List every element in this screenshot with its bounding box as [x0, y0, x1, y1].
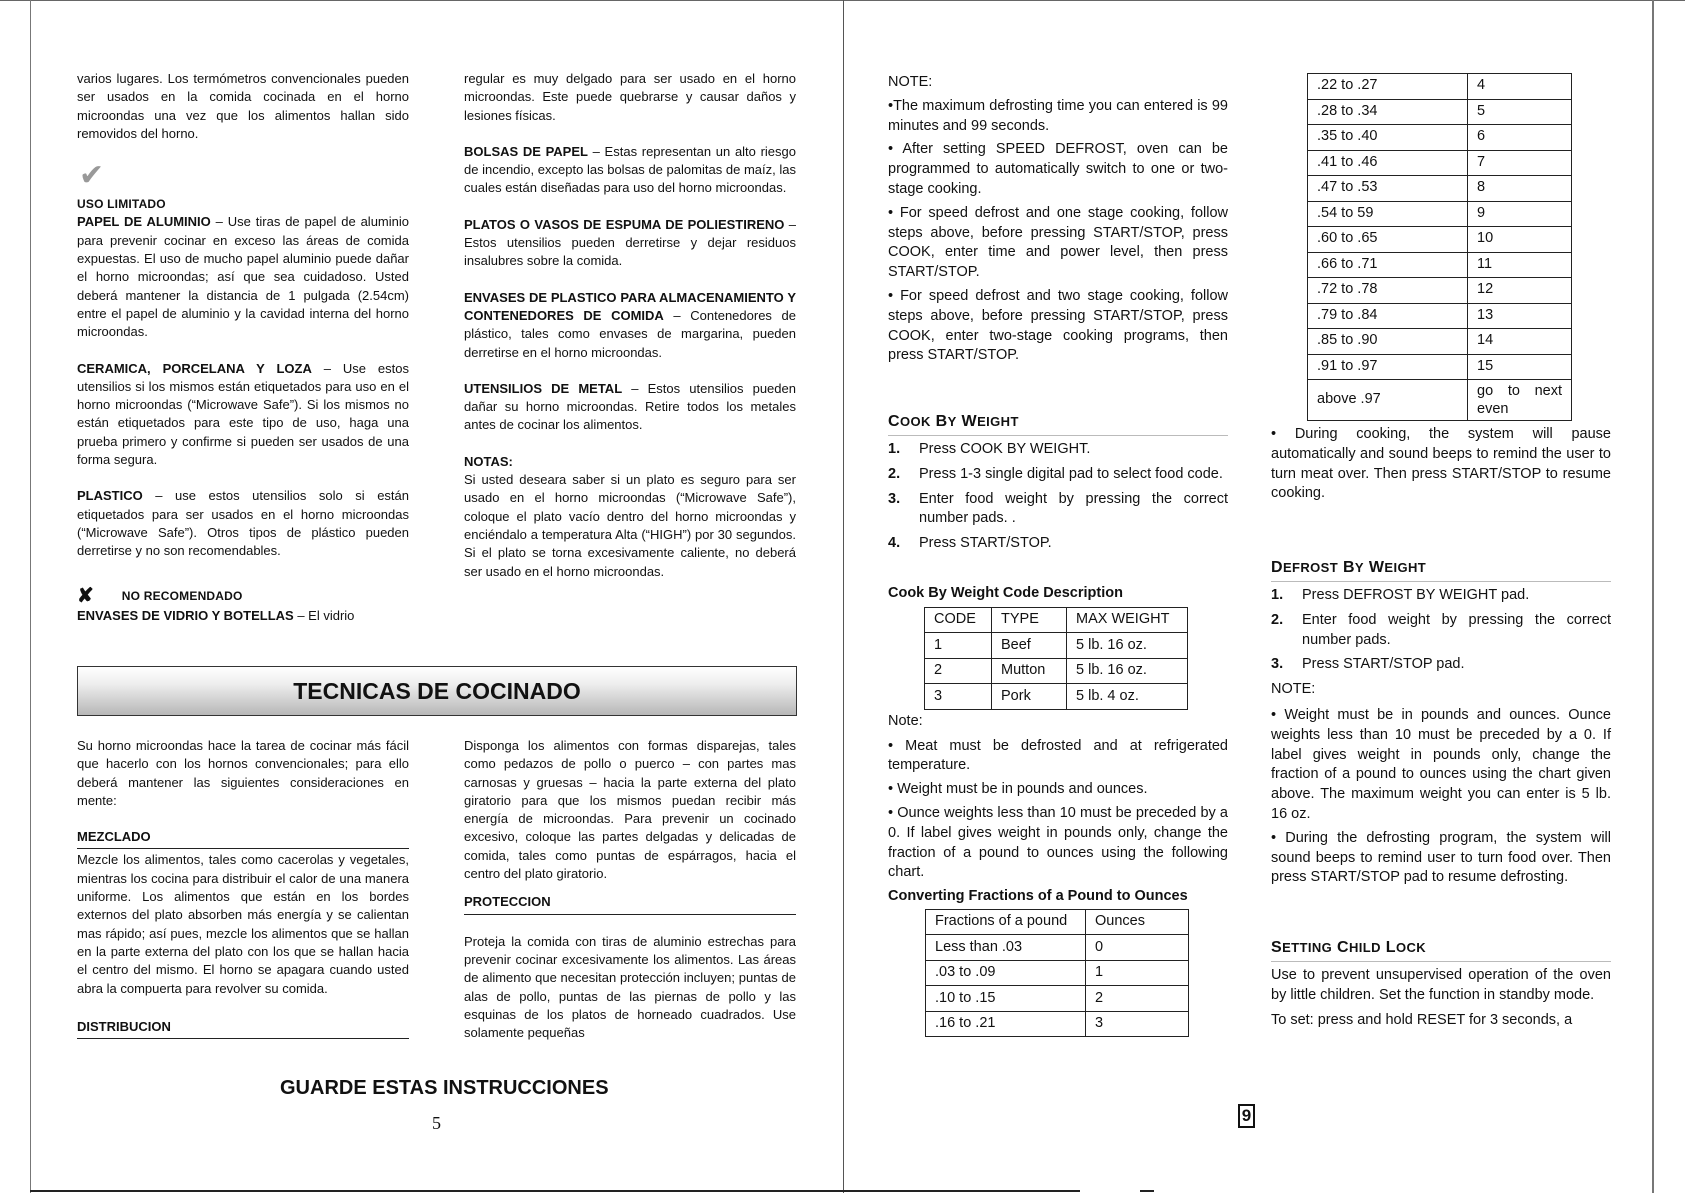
table-cell: .35 to .40 [1308, 125, 1468, 151]
child-lock-heading: SETTING CHILD LOCK [1271, 938, 1611, 962]
page-number-left: 5 [432, 1113, 441, 1133]
table-header-cell: CODE [925, 607, 992, 633]
table-cell: .91 to .97 [1308, 354, 1468, 380]
table-cell: 2 [1086, 986, 1189, 1012]
table-cell: .54 to 59 [1308, 201, 1468, 227]
table-cell: 10 [1468, 227, 1572, 253]
envases-plastico-paragraph: ENVASES DE PLASTICO PARA ALMACENAMIENTO Y CONTENEDORES DE COMIDA – Contenedores de plástico, tales como envases de margarina, pueden derretirse en el horno microondas. [464, 289, 796, 360]
envases-vidrio-paragraph: ENVASES DE VIDRIO Y BOTELLAS – El vidrio [77, 607, 355, 623]
table-cell: .28 to .34 [1308, 99, 1468, 125]
table-header-cell: TYPE [992, 607, 1067, 633]
table-row [1308, 252, 1572, 278]
defrost-step: 1. Press DEFROST BY WEIGHT pad. [1271, 586, 1530, 603]
section-banner: TECNICAS DE COCINADO [77, 666, 797, 716]
table-row [926, 986, 1189, 1012]
no-recomendado-row [77, 584, 409, 607]
table-header-row [926, 909, 1189, 935]
conversion-table [925, 909, 1189, 1038]
note-bullet-3: • For speed defrost and one stage cooking, follow steps above, before pressing START/STOP, press COOK, enter time and power level, then press START/STOP. [888, 204, 1228, 281]
table-row [926, 935, 1189, 961]
tecnicas-intro: Su horno microondas hace la tarea de cocinar más fácil que hacerlo con los hornos convencionales; para ello deberá mantener las siguientes consideraciones en mente: [77, 738, 409, 808]
table-cell: 0 [1086, 935, 1189, 961]
table-cell: Beef [992, 633, 1067, 659]
table-cell: .72 to .78 [1308, 278, 1468, 304]
note-bullet-4: • For speed defrost and two stage cooking, follow steps above, before pressing START/STOP, press COOK, enter two-stage cooking programs, then press START/STOP. [888, 287, 1228, 364]
page-border-bottom-tick [1140, 1190, 1154, 1192]
defrost-steps-list [1271, 586, 1611, 675]
table-row [1308, 227, 1572, 253]
papel-aluminio-paragraph: PAPEL DE ALUMINIO – Use tiras de papel de aluminio para prevenir cocinar en exceso las áreas de comida expuestas. El uso de mucho papel aluminio puede dañar el horno microondas; así que sea cuidadoso. Usted deberá mantener la distancia de 1 pulgada (2.54cm) entre el papel de aluminio y la cavidad interna del horno microondas. [77, 214, 409, 340]
utensilios-paragraph: UTENSILIOS DE METAL – Estos utensilios pueden dañar su horno microondas. Retire todos los metales antes de cocinar los alimentos. [464, 380, 796, 433]
defrost-step: 2. Enter food weight by pressing the correct number pads. [1271, 611, 1611, 648]
table-cell: .10 to .15 [926, 986, 1086, 1012]
table-cell: .85 to .90 [1308, 329, 1468, 355]
right-column-1 [888, 73, 1228, 1037]
child-lock-paragraph: Use to prevent unsupervised operation of the oven by little children. Set the function in standby mode. [1271, 966, 1611, 1003]
table-cell: Mutton [992, 658, 1067, 684]
left-column-2 [464, 70, 796, 581]
code-description-heading: Cook By Weight Code Description [888, 584, 1123, 601]
mezclado-heading: MEZCLADO [77, 828, 409, 849]
table-cell: 9 [1468, 201, 1572, 227]
left-column-4 [464, 737, 796, 1042]
code-table [924, 607, 1188, 710]
proteccion-paragraph: Proteja la comida con tiras de aluminio estrechas para prevenir cocinar excesivamente los alimentos. Las áreas de alimento que necesitan protección incluyen; puntas de alas de pollo, puntas de las piernas de pollo y las esquinas de los platos de horneado cuadrados. Use solamente pequeñas [464, 933, 796, 1041]
converting-heading: Converting Fractions of a Pound to Ounces [888, 888, 1188, 905]
table-row [1308, 99, 1572, 125]
note-bullet-2: • After setting SPEED DEFROST, oven can be programmed to automatically switch to one or two-stage cooking. [888, 141, 1228, 197]
table-cell: 15 [1468, 354, 1572, 380]
cook-step: 1. Press COOK BY WEIGHT. [888, 440, 1091, 457]
defrost-by-weight-heading: DEFROST BY WEIGHT [1271, 558, 1611, 582]
table-cell: .41 to .46 [1308, 150, 1468, 176]
table-row [1308, 278, 1572, 304]
table-row [1308, 125, 1572, 151]
table-cell: 5 lb. 16 oz. [1067, 633, 1188, 659]
table-cell: 5 [1468, 99, 1572, 125]
table-header-cell: Ounces [1086, 909, 1189, 935]
no-recomendado-heading: NO RECOMENDADO [121, 588, 243, 603]
table-row [925, 658, 1188, 684]
table-row [925, 684, 1188, 710]
page-border-left [30, 0, 31, 1193]
note2-bullet-2: • Weight must be in pounds and ounces. [888, 781, 1148, 798]
proteccion-heading: PROTECCION [464, 893, 796, 914]
table-header-cell: MAX WEIGHT [1067, 607, 1188, 633]
ceramica-paragraph: CERAMICA, PORCELANA Y LOZA – Use estos utensilios si los mismos están etiquetados para uso en el horno microondas (“Microwave Safe”). Si los mismos no están etiquetados para este tipo de uso, haga una prueba primero y confirme si pueden ser usados de una forma segura. [77, 360, 409, 468]
distribucion-paragraph: Disponga los alimentos con formas disparejas, tales como pedazos de pollo o puerco – con partes mas carnosas y gruesas – hacia la parte externa del plato giratorio para que los mismos puedan recibir más energía de microondas. Para prevenir un cocinado excesivo, coloque las partes delgadas y delicadas de comida, tales como puntas de espárragos, hacia el centro del plato giratorio. [464, 738, 796, 882]
vidrio-continuation: regular es muy delgado para ser usado en el horno microondas. Este puede quebrarse y causar daños y lesiones físicas. [464, 71, 796, 123]
right-column-2 [1271, 73, 1611, 1034]
page-divider [843, 0, 844, 1193]
page-border-right [1652, 0, 1654, 1193]
table-row [1308, 329, 1572, 355]
mezclado-paragraph: Mezcle los alimentos, tales como cacerolas y vegetales, mientras los cocina para distribuir el calor de una manera uniforme. Los alimentos que están en los bordes externos del plato absorben más energía y se calientan mas rápido; así pues, mezcle los alimentos que se hallan en la parte externa del plato con los que se hallan hacia el centro del mismo. El horno se apagara cuando usted abra la compuerta para revolver su comida. [77, 852, 409, 996]
distribucion-heading: DISTRIBUCION [77, 1018, 409, 1039]
table-cell: .03 to .09 [926, 960, 1086, 986]
left-column-3 [77, 737, 409, 1041]
table-row [1308, 74, 1572, 100]
table-cell: Pork [992, 684, 1067, 710]
table-cell: 12 [1468, 278, 1572, 304]
checkmark-icon: ✔ [79, 159, 105, 193]
to-set-paragraph: To set: press and hold RESET for 3 seconds, a [1271, 1011, 1573, 1028]
cook-step: 3. Enter food weight by pressing the correct number pads. . [888, 490, 1228, 527]
bolsas-paragraph: BOLSAS DE PAPEL – Estas representan un alto riesgo de incendio, excepto las bolsas de palomitas de maíz, las cuales están diseñadas para uso del horno microondas. [464, 143, 796, 196]
table-row [1308, 201, 1572, 227]
defrost-note-1: • Weight must be in pounds and ounces. Ounce weights less than 10 must be preceded by a 0. If label gives weight in pounds only, change the fraction of a pound to ounces using the chart given above. The maximum weight you can enter is 5 lb. 16 oz. [1271, 706, 1611, 822]
footer-guarde: GUARDE ESTAS INSTRUCCIONES [280, 1077, 609, 1099]
page-number-right: 9 [1238, 1104, 1255, 1128]
plastico-paragraph: PLASTICO – use estos utensilios solo si están etiquetados para ser usados en el horno microondas (“Microwave Safe”). Otros tipos de plástico pueden derretirse y no son recomendables. [77, 488, 409, 559]
table-row [1308, 150, 1572, 176]
defrost-note-2: • During the defrosting program, the system will sound beeps to remind user to turn food over. Then press START/STOP pad to resume defrosting. [1271, 829, 1611, 886]
uso-limitado-heading: USO LIMITADO [77, 197, 166, 212]
table-cell: 6 [1468, 125, 1572, 151]
table-cell: .47 to .53 [1308, 176, 1468, 202]
table-cell: 13 [1468, 303, 1572, 329]
cook-step: 2. Press 1-3 single digital pad to select food code. [888, 465, 1223, 482]
cook-by-weight-heading: COOK BY WEIGHT [888, 412, 1228, 436]
notas-paragraph: Si usted deseara saber si un plato es seguro para ser usado en el horno microondas (“Microwave Safe”), coloque el plato vacío dentro del horno microondas y enciéndalo a temperatura Alta (“HIGH”) por 30 segundos. Si el plato se torna excesivamente caliente, no deberá ser usado en el horno microondas. [464, 472, 796, 579]
table-cell: 11 [1468, 252, 1572, 278]
table-cell: 3 [925, 684, 992, 710]
table-cell: go to next even [1468, 380, 1572, 421]
defrost-step: 3. Press START/STOP pad. [1271, 656, 1465, 673]
table-row [925, 633, 1188, 659]
conversion-table-continued [1307, 73, 1572, 421]
table-row [926, 1011, 1189, 1037]
table-cell: .79 to .84 [1308, 303, 1468, 329]
page-border-bottom [30, 1190, 1080, 1192]
table-cell: Less than .03 [926, 935, 1086, 961]
table-row [1308, 380, 1572, 421]
during-cooking-note: • During cooking, the system will pause automatically and sound beeps to remind the user to turn meat over. Then press START/STOP to resume cooking. [1271, 426, 1611, 502]
intro-paragraph: varios lugares. Los termómetros convencionales pueden ser usados en la comida cocinada en el horno microondas una vez que los alimentos hallan sido removidos del horno. [77, 71, 409, 141]
note2-bullet-1: • Meat must be defrosted and at refrigerated temperature. [888, 737, 1228, 774]
notas-heading: NOTAS: [464, 453, 513, 469]
cross-icon: ✘ [77, 584, 94, 607]
table-cell: 14 [1468, 329, 1572, 355]
note2-label: Note: [888, 712, 923, 729]
table-header-row [925, 607, 1188, 633]
table-cell: .60 to .65 [1308, 227, 1468, 253]
table-row [926, 960, 1189, 986]
table-cell: 1 [1086, 960, 1189, 986]
cook-step: 4. Press START/STOP. [888, 535, 1052, 552]
table-cell: .22 to .27 [1308, 74, 1468, 100]
defrost-note-label: NOTE: [1271, 681, 1316, 698]
note-bullet-1: •The maximum defrosting time you can entered is 99 minutes and 99 seconds. [888, 97, 1228, 134]
table-cell: 8 [1468, 176, 1572, 202]
table-cell: 7 [1468, 150, 1572, 176]
table-cell: above .97 [1308, 380, 1468, 421]
table-cell: 3 [1086, 1011, 1189, 1037]
table-row [1308, 303, 1572, 329]
note2-bullet-3: • Ounce weights less than 10 must be preceded by a 0. If label gives weight in pounds only, change the fraction of a pound to ounces using the following chart. [888, 804, 1228, 881]
table-cell: 2 [925, 658, 992, 684]
table-cell: 5 lb. 16 oz. [1067, 658, 1188, 684]
note-label: NOTE: [888, 74, 933, 90]
table-cell: .66 to .71 [1308, 252, 1468, 278]
platos-paragraph: PLATOS O VASOS DE ESPUMA DE POLIESTIRENO – Estos utensilios pueden derretirse y dejar residuos insalubres sobre la comida. [464, 216, 796, 269]
table-cell: .16 to .21 [926, 1011, 1086, 1037]
table-cell: 1 [925, 633, 992, 659]
left-column-1 [77, 70, 409, 625]
table-header-cell: Fractions of a pound [926, 909, 1086, 935]
cook-steps-list [888, 440, 1228, 554]
table-row [1308, 176, 1572, 202]
table-cell: 4 [1468, 74, 1572, 100]
table-cell: 5 lb. 4 oz. [1067, 684, 1188, 710]
table-row [1308, 354, 1572, 380]
